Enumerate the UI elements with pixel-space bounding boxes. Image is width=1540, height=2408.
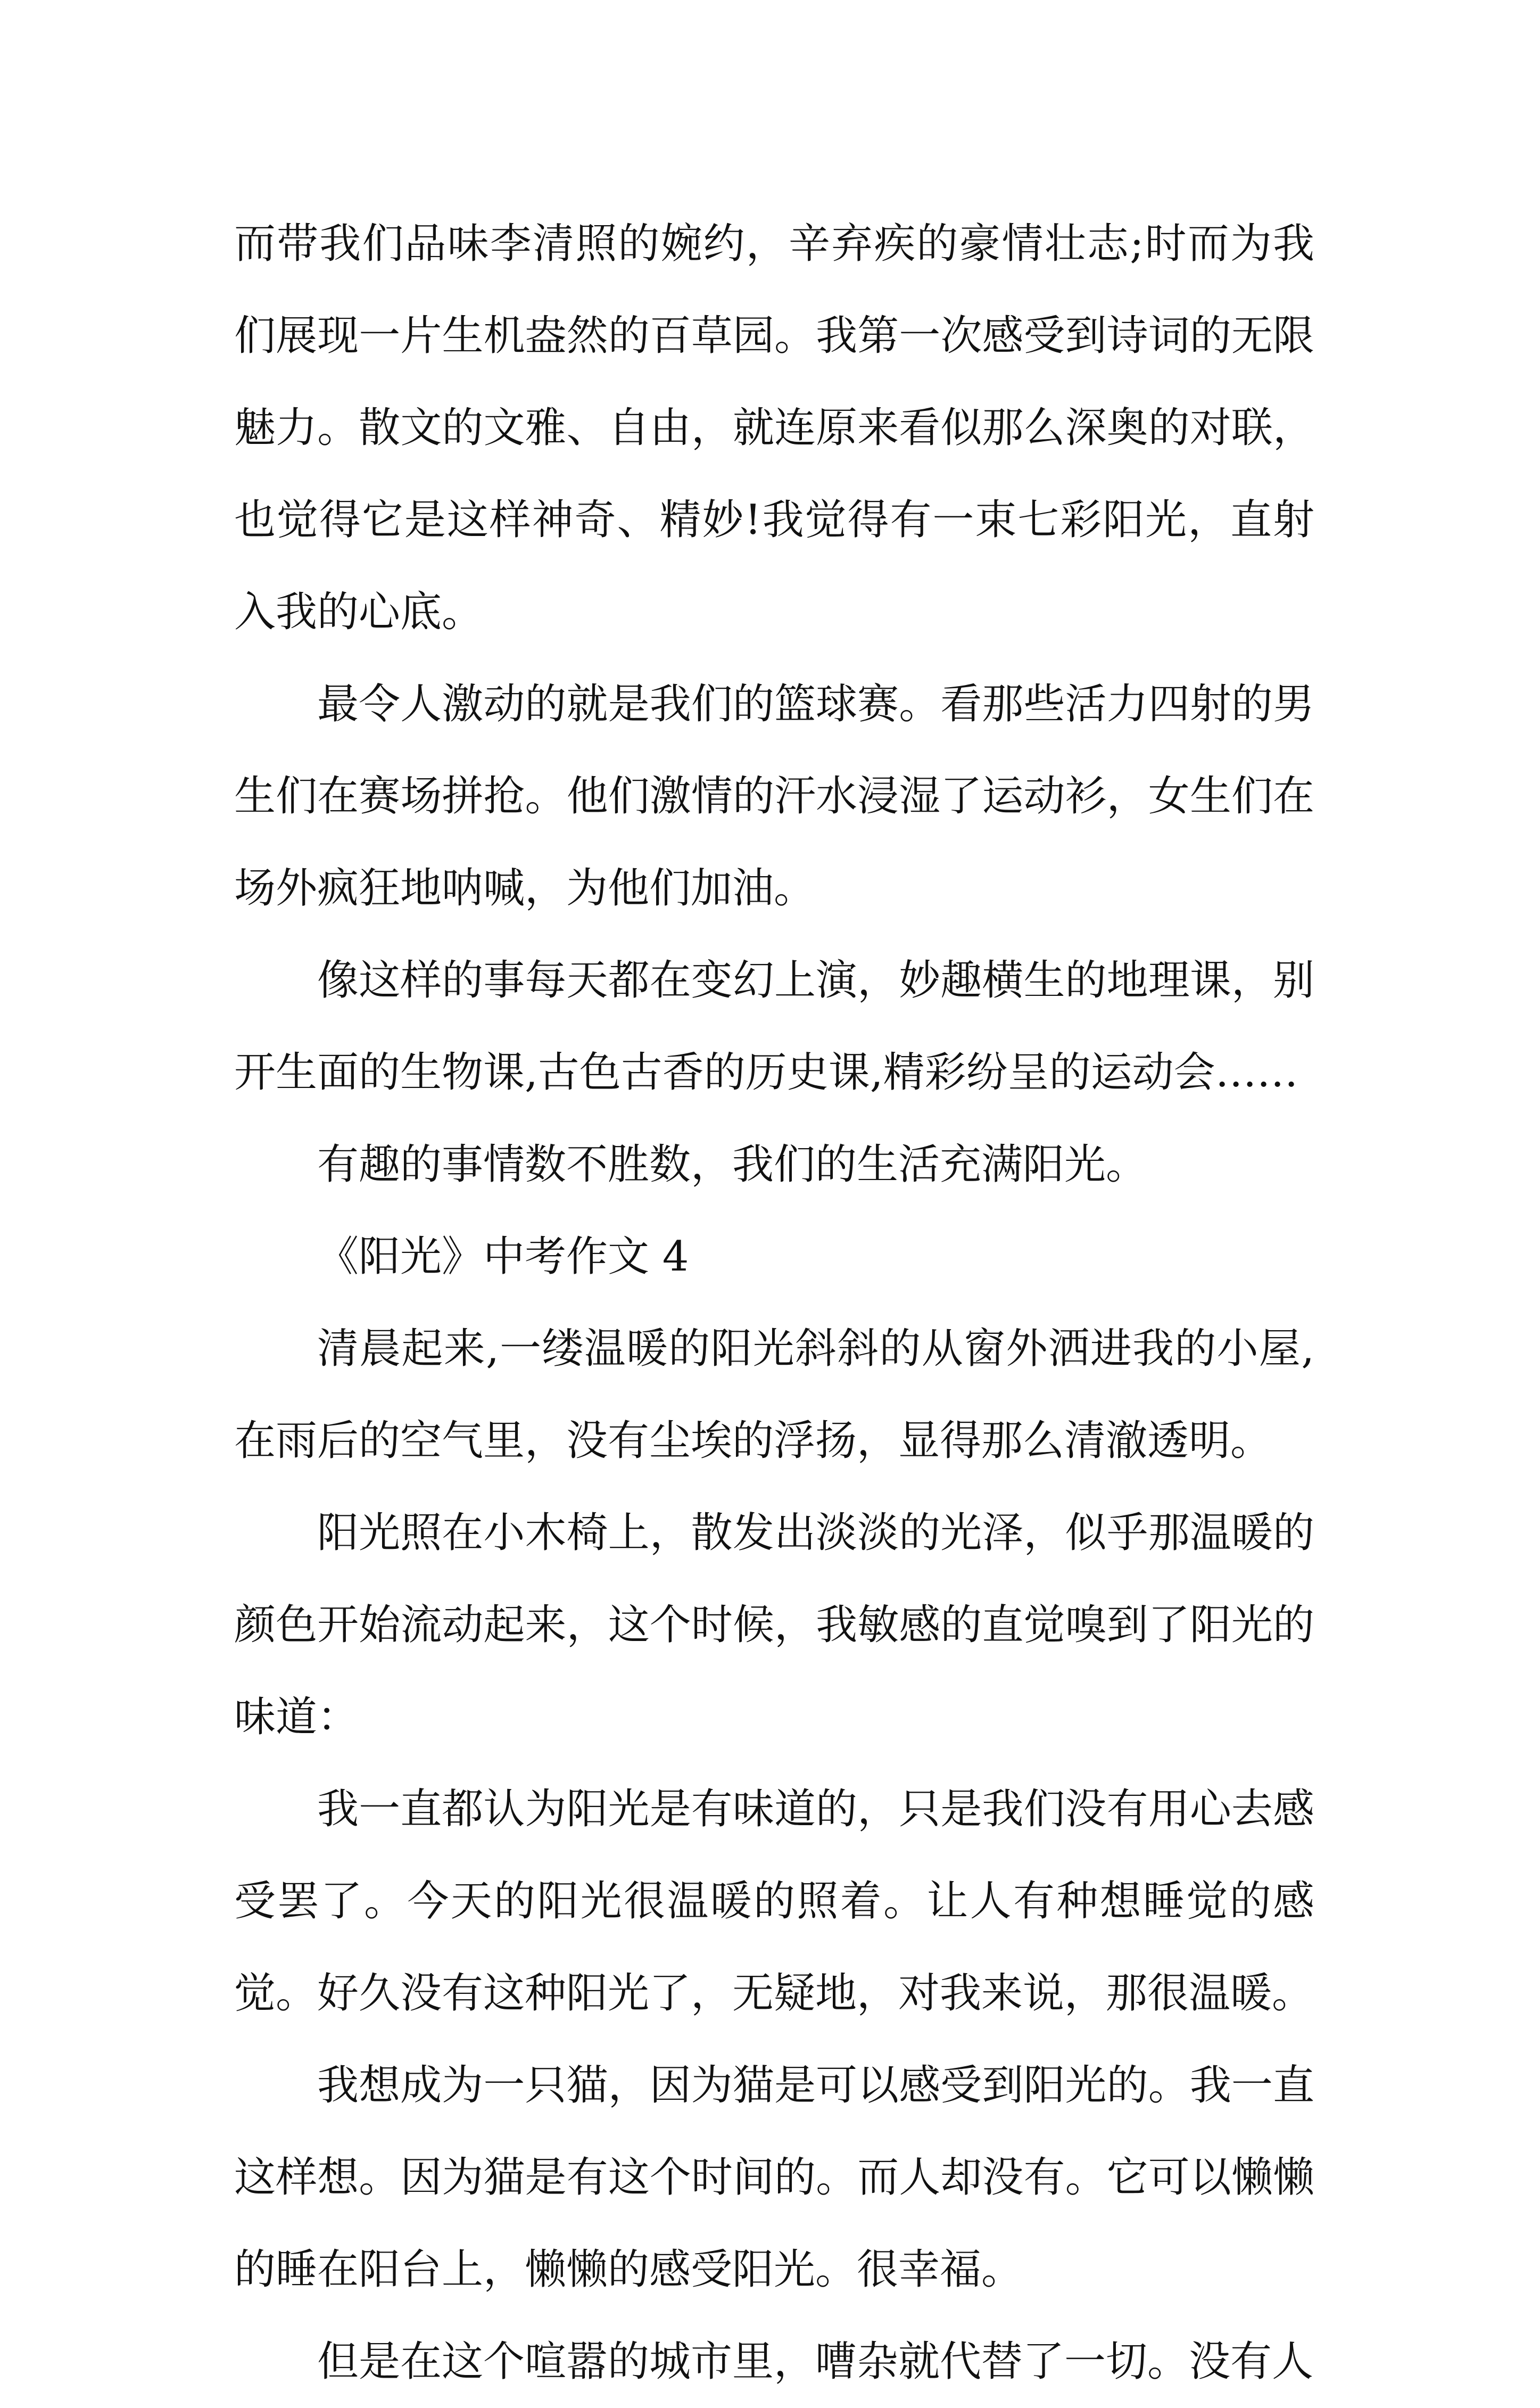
paragraph-9: 但是在这个喧嚣的城市里，嘈杂就代替了一切。没有人 bbox=[317, 2338, 1314, 2386]
paragraph-3: 像这样的事每天都在变幻上演，妙趣横生的地理课，别开生面的生物课,古色古香的历史课,精彩纷呈的运动会…… bbox=[234, 956, 1314, 1096]
paragraph-5: 清晨起来,一缕温暖的阳光斜斜的从窗外洒进我的小屋,在雨后的空气里，没有尘埃的浮扬，显得那么清澈透明。 bbox=[234, 1325, 1314, 1465]
paragraph-1: 而带我们品味李清照的婉约，辛弃疾的豪情壮志;时而为我们展现一片生机盎然的百草园。我第一次感受到诗词的无限魅力。散文的文雅、自由，就连原来看似那么深奥的对联，也觉得它是这样神奇、精妙!我觉得有一束七彩阳光，直射入我的心底。 bbox=[234, 220, 1314, 636]
section-heading: 《阳光》中考作文 4 bbox=[317, 1233, 689, 1281]
paragraph-7: 我一直都认为阳光是有味道的，只是我们没有用心去感受罢了。今天的阳光很温暖的照着。让人有种想睡觉的感觉。好久没有这种阳光了，无疑地，对我来说，那很温暖。 bbox=[234, 1785, 1314, 2017]
paragraph-2: 最令人激动的就是我们的篮球赛。看那些活力四射的男生们在赛场拼抢。他们激情的汗水浸湿了运动衫，女生们在场外疯狂地呐喊，为他们加油。 bbox=[234, 680, 1314, 912]
paragraph-8: 我想成为一只猫，因为猫是可以感受到阳光的。我一直这样想。因为猫是有这个时间的。而人却没有。它可以懒懒的睡在阳台上，懒懒的感受阳光。很幸福。 bbox=[234, 2061, 1314, 2294]
document-body bbox=[234, 198, 1314, 2408]
paragraph-4: 有趣的事情数不胜数，我们的生活充满阳光。 bbox=[317, 1141, 1148, 1189]
paragraph-6: 阳光照在小木椅上，散发出淡淡的光泽，似乎那温暖的颜色开始流动起来，这个时候，我敏感的直觉嗅到了阳光的味道： bbox=[234, 1509, 1314, 1741]
